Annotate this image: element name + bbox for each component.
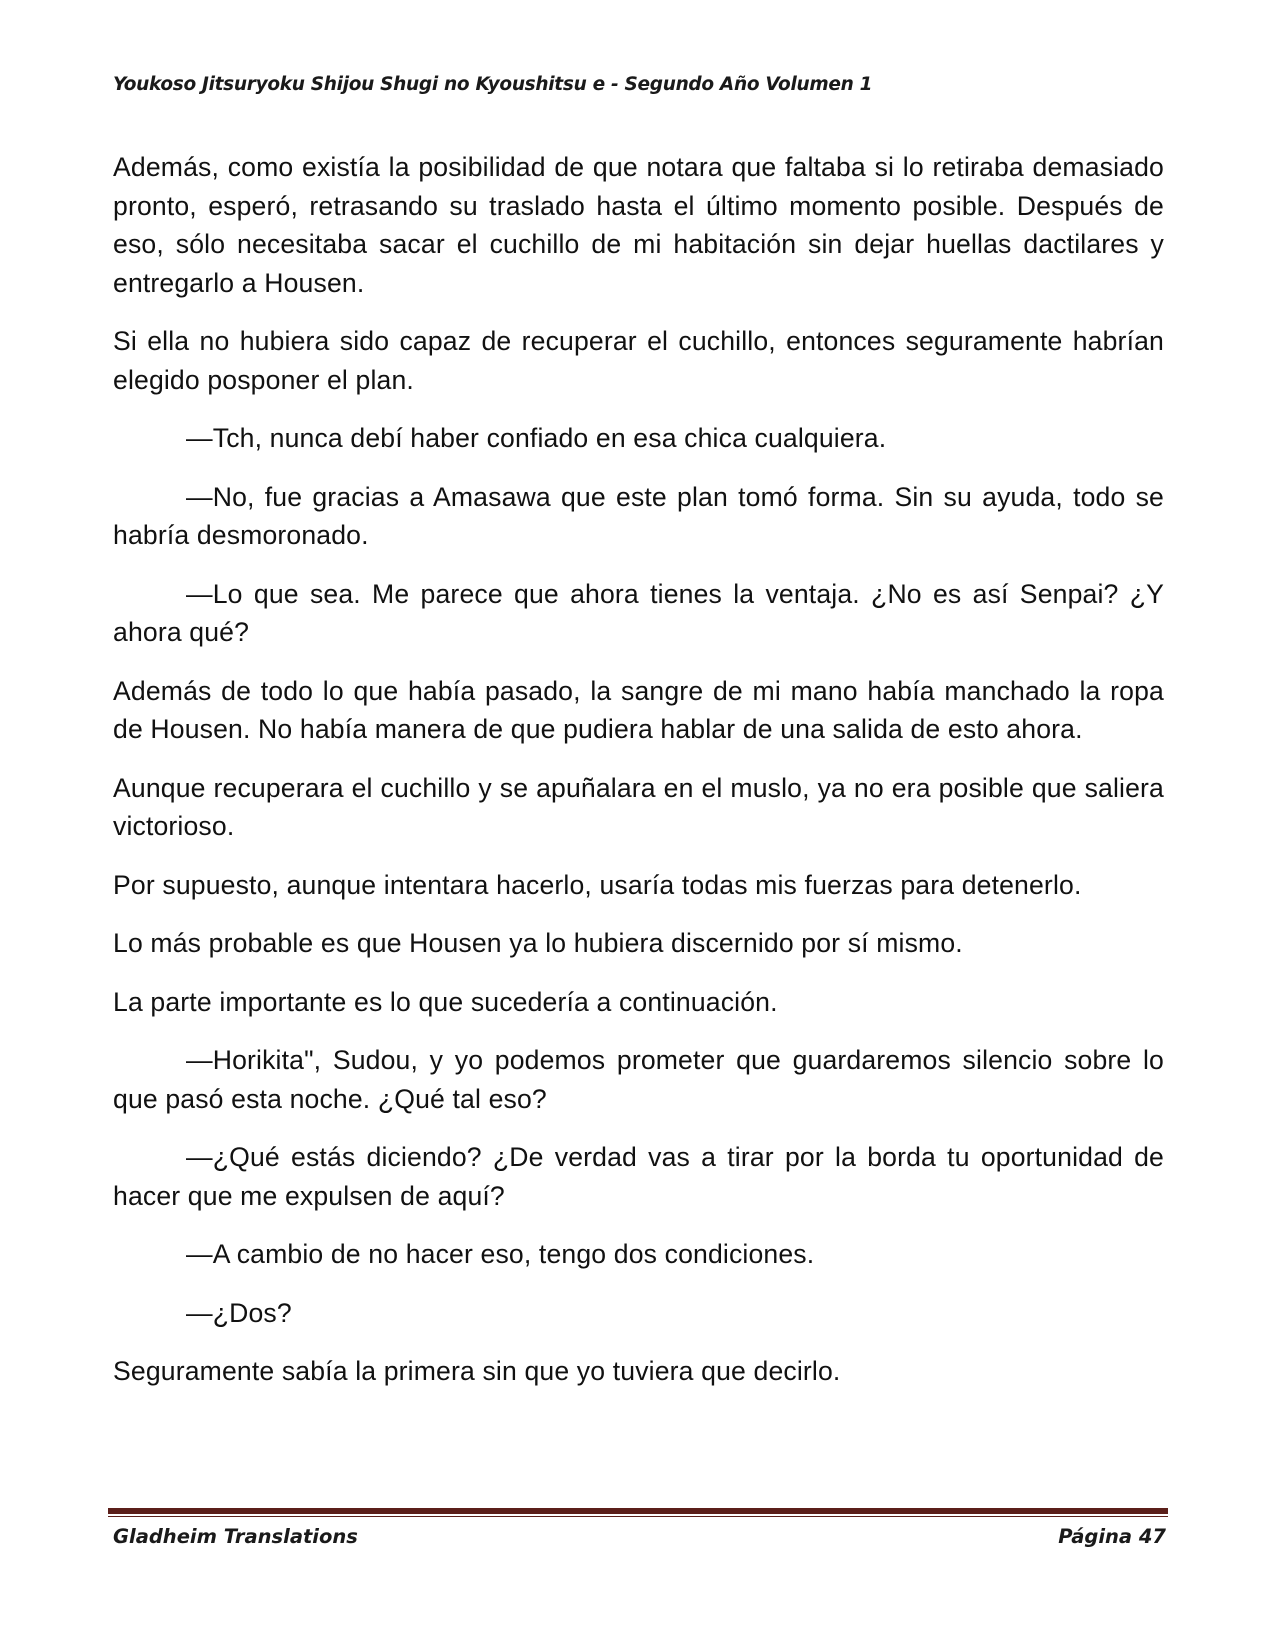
dialogue-paragraph: —Horikita", Sudou, y yo podemos prometer que guardaremos silencio sobre lo que pasó esta noche. ¿Qué tal eso?: [113, 1045, 1164, 1114]
dialogue-paragraph: —No, fue gracias a Amasawa que este plan tomó forma. Sin su ayuda, todo se habría desmoronado.: [113, 481, 1164, 550]
paragraph: La parte importante es lo que sucedería a continuación.: [113, 986, 778, 1017]
dialogue-paragraph: —Lo que sea. Me parece que ahora tienes la ventaja. ¿No es así Senpai? ¿Y ahora qué?: [113, 578, 1164, 647]
paragraph: Además de todo lo que había pasado, la sangre de mi mano había manchado la ropa de Housen. No había manera de que pudiera hablar de una salida de esto ahora.: [113, 675, 1164, 744]
paragraph: Seguramente sabía la primera sin que yo tuviera que decirlo.: [113, 1356, 841, 1386]
page-number: Página 47: [1058, 1525, 1166, 1548]
running-header: Youkoso Jitsuryoku Shijou Shugi no Kyoushitsu e - Segundo Año Volumen 1: [113, 74, 873, 95]
dialogue-paragraph: —Tch, nunca debí haber confiado en esa chica cualquiera.: [186, 423, 887, 453]
paragraph: Lo más probable es que Housen ya lo hubiera discernido por sí mismo.: [113, 928, 963, 958]
paragraph: Además, como existía la posibilidad de que notara que faltaba si lo retiraba demasiado pronto, esperó, retrasando su traslado hasta el último momento posible. Después de eso, sólo necesitaba sacar el cuchillo de mi habitación sin dejar huellas dactilares y entregarlo a Housen.: [113, 152, 1164, 298]
paragraph: Por supuesto, aunque intentara hacerlo, usaría todas mis fuerzas para detenerlo.: [113, 869, 1082, 900]
footer-credit: Gladheim Translations: [113, 1525, 358, 1548]
page-body: [113, 148, 1164, 1411]
dialogue-paragraph: —¿Qué estás diciendo? ¿De verdad vas a tirar por la borda tu oportunidad de hacer que me expulsen de aquí?: [113, 1142, 1164, 1211]
paragraph: Aunque recuperara el cuchillo y se apuñalara en el muslo, ya no era posible que saliera victorioso.: [113, 772, 1164, 841]
dialogue-paragraph: —A cambio de no hacer eso, tengo dos condiciones.: [186, 1239, 815, 1269]
dialogue-paragraph: —¿Dos?: [186, 1297, 292, 1328]
paragraph: Si ella no hubiera sido capaz de recuperar el cuchillo, entonces seguramente habrían elegido posponer el plan.: [113, 326, 1164, 395]
footer-divider-thin: [108, 1516, 1168, 1517]
footer-divider: [108, 1508, 1168, 1514]
